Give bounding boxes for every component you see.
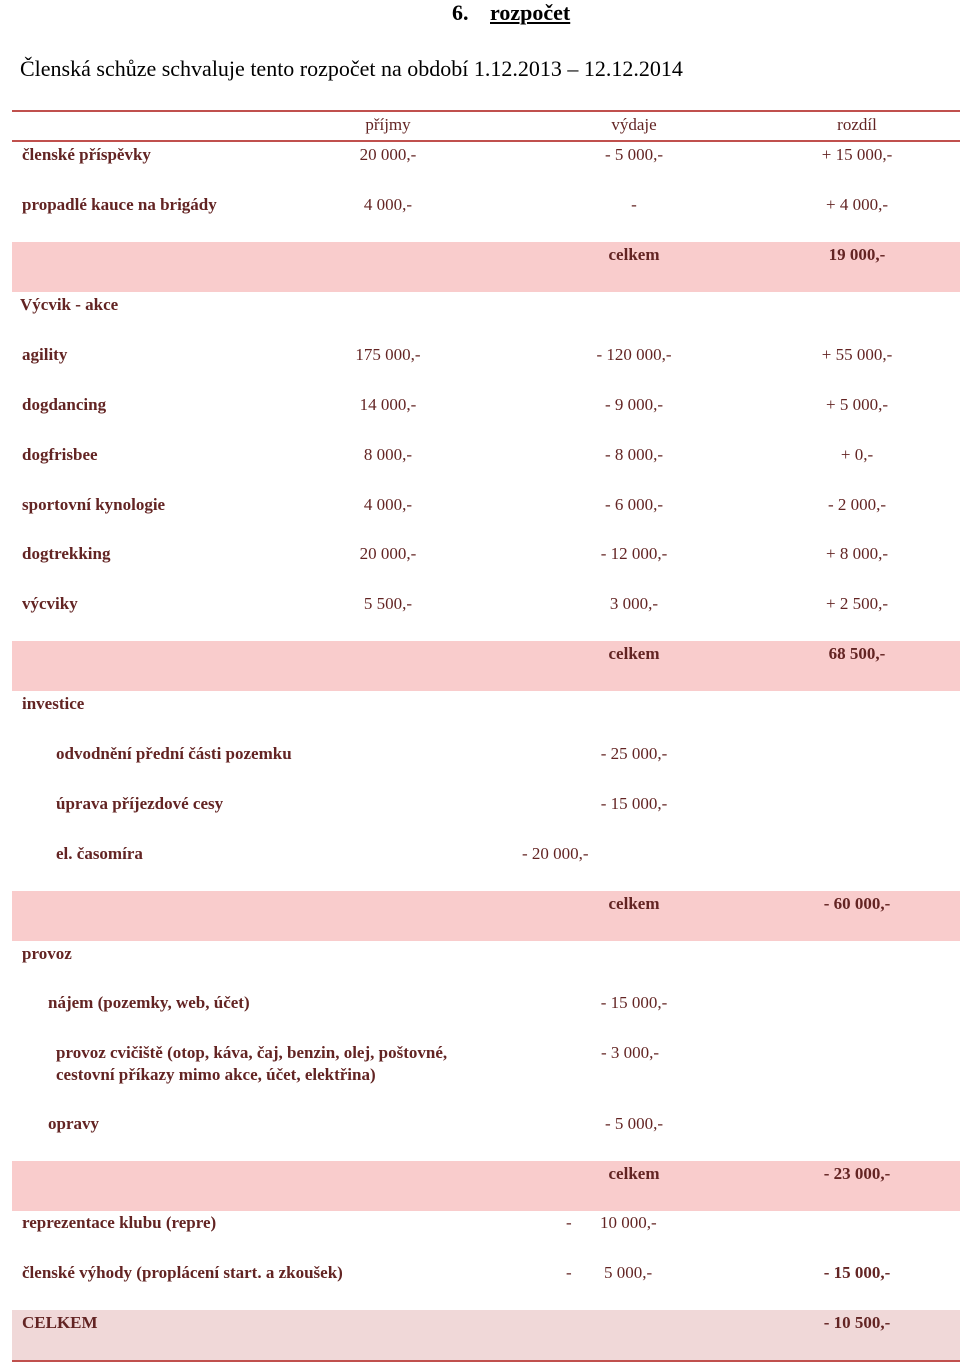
row-diff: + 8 000,- xyxy=(826,544,888,563)
row-label: propadlé kauce na brigády xyxy=(22,195,217,214)
row-diff: - 2 000,- xyxy=(827,495,887,514)
grand-total-label: CELKEM xyxy=(22,1313,98,1332)
intro-text: Členská schůze schvaluje tento rozpočet na období 1.12.2013 – 12.12.2014 xyxy=(20,56,683,81)
subtotal-label: celkem xyxy=(608,245,660,264)
row-income: 20 000,- xyxy=(359,544,417,563)
row-label-line2: cestovní příkazy mimo akce, účet, elektřina) xyxy=(56,1065,376,1084)
row-label: reprezentace klubu (repre) xyxy=(22,1213,217,1232)
section-title-training: Výcvik - akce xyxy=(20,295,119,314)
row-diff: + 15 000,- xyxy=(821,145,893,164)
table-bottom-rule xyxy=(12,1360,960,1362)
row-expense: - 120 000,- xyxy=(596,345,672,364)
row-income: 5 500,- xyxy=(363,594,413,613)
row-label-line1: provoz cvičiště (otop, káva, čaj, benzin, olej, poštovné, xyxy=(56,1043,448,1062)
table-top-rule xyxy=(12,110,960,112)
col-header-difference: rozdíl xyxy=(837,115,877,134)
row-label: členské výhody (proplácení start. a zkoušek) xyxy=(22,1263,343,1282)
row-label: odvodnění přední části pozemku xyxy=(56,744,292,763)
row-diff: + 5 000,- xyxy=(826,395,888,414)
row-expense: - 9 000,- xyxy=(604,395,664,414)
row-diff: + 55 000,- xyxy=(821,345,893,364)
row-expense: - 25 000,- xyxy=(600,744,668,763)
row-label: úprava příjezdové cesy xyxy=(56,794,224,813)
section-title: rozpočet xyxy=(490,0,571,25)
row-income: 8 000,- xyxy=(363,445,413,464)
section-heading xyxy=(452,0,570,26)
row-expense: - 5 000,- xyxy=(604,1114,664,1133)
row-expense: 10 000,- xyxy=(600,1213,657,1232)
subtotal-label: celkem xyxy=(608,1164,660,1183)
row-label: opravy xyxy=(48,1114,99,1133)
row-expense: - 15 000,- xyxy=(600,794,668,813)
row-income: 4 000,- xyxy=(363,195,413,214)
row-income: 20 000,- xyxy=(359,145,417,164)
col-header-income: příjmy xyxy=(365,115,411,134)
row-expense: - 5 000,- xyxy=(604,145,664,164)
subtotal-label: celkem xyxy=(608,644,660,663)
row-label: nájem (pozemky, web, účet) xyxy=(48,993,250,1012)
header-rule xyxy=(12,140,960,142)
row-diff: + 0,- xyxy=(840,445,874,464)
row-expense: - 3 000,- xyxy=(600,1043,660,1062)
row-label: agility xyxy=(22,345,68,364)
row-expense: 3 000,- xyxy=(609,594,659,613)
section-title-operation: provoz xyxy=(22,944,72,963)
row-expense: - 15 000,- xyxy=(600,993,668,1012)
row-expense: - xyxy=(631,195,637,214)
row-expense: - 20 000,- xyxy=(522,844,589,863)
row-expense: 5 000,- xyxy=(604,1263,653,1282)
subtotal-value: - 60 000,- xyxy=(823,894,891,913)
subtotal-label: celkem xyxy=(608,894,660,913)
row-label: členské příspěvky xyxy=(22,145,151,164)
row-label: výcviky xyxy=(22,594,78,613)
row-label: el. časomíra xyxy=(56,844,143,863)
row-income: 4 000,- xyxy=(363,495,413,514)
row-diff: - 15 000,- xyxy=(823,1263,891,1282)
subtotal-value: - 23 000,- xyxy=(823,1164,891,1183)
section-title-investment: investice xyxy=(22,694,85,713)
row-label: dogtrekking xyxy=(22,544,111,563)
row-diff: + 2 500,- xyxy=(826,594,888,613)
row-income: 14 000,- xyxy=(359,395,417,414)
row-dash: - xyxy=(566,1213,572,1232)
section-number: 6. xyxy=(452,0,469,25)
row-expense: - 12 000,- xyxy=(600,544,668,563)
row-expense: - 6 000,- xyxy=(604,495,664,514)
row-label: dogfrisbee xyxy=(22,445,98,464)
subtotal-value: 19 000,- xyxy=(828,245,886,264)
row-expense: - 8 000,- xyxy=(604,445,664,464)
row-label: dogdancing xyxy=(22,395,107,414)
row-diff: + 4 000,- xyxy=(826,195,888,214)
grand-total-value: - 10 500,- xyxy=(823,1313,891,1332)
subtotal-value: 68 500,- xyxy=(828,644,886,663)
row-dash: - xyxy=(566,1263,572,1282)
col-header-expense: výdaje xyxy=(611,115,657,134)
row-label: sportovní kynologie xyxy=(22,495,166,514)
row-income: 175 000,- xyxy=(355,345,421,364)
